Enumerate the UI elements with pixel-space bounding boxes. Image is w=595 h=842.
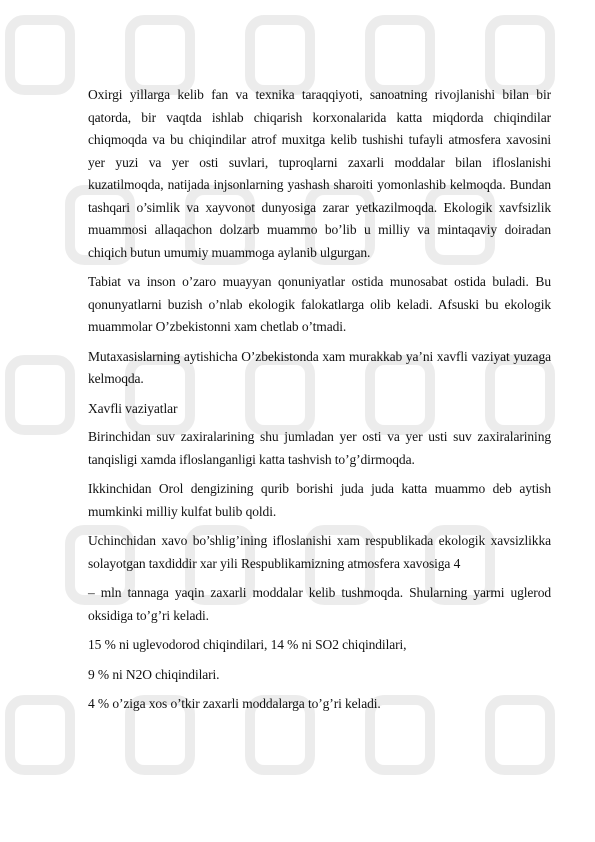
paragraph-first-water: Birinchidan suv zaxiralarining shu jumladan yer osti va yer usti suv zaxiralarining tanqisligi xamda ifloslanganligi katta tashvish to’g’dirmoqda. — [88, 429, 551, 467]
paragraph-emissions: – mln tannaga yaqin zaxarli moddalar kelib tushmoqda. Shularning yarmi uglerod oksidiga to’g’ri keladi. — [88, 585, 551, 623]
paragraph-toxic: 4 % o’ziga xos o’tkir zaxarli moddalarga to’g’ri keladi. — [88, 696, 381, 711]
paragraph-n2o: 9 % ni N2O chiqindilari. — [88, 666, 220, 682]
paragraph-third-air: Uchinchidan xavo bo’shlig’ining ifloslanishi xam respublikada ekologik xavsizlikka solayotgan taxdiddir xar yili Respublikamizning atmosfera xavosiga 4 — [88, 533, 551, 571]
paragraph-nature-and-human: Tabiat va inson o’zaro muayyan qonuniyatlar ostida munosabat ostida buladi. Bu qonunyatlarni buzish o’nlab ekologik falokatlarga olib keladi. Afsuski bu ekologik muammolar O’zbekistonni xam chetlab o’tmadi. — [88, 274, 551, 334]
paragraph-experts: Mutaxasislarning aytishicha O’zbekistonda xam murakkab ya’ni xavfli vaziyat yuzaga kelmoqda. — [88, 348, 551, 386]
document-body — [88, 84, 551, 723]
paragraph-hydrocarbons: 15 % ni uglevodorod chiqindilari, 14 % ni SO2 chiqindilari, — [88, 637, 407, 652]
paragraph-intro: Oxirgi yillarga kelib fan va texnika taraqqiyoti, sanoatning rivojlanishi bilan bir qatorda, bir vaqtda ishlab chiqarish korxonalarida katta miqdorda chiqindilar chiqmoqda va bu chiqindilar atrof muxitga kelib tushishi tufayli atmosfera xavosini yer yuzi va yer osti suvlari, tuproqlarni zaxarli moddalar bilan ifloslanishi kuzatilmoqda, natijada injsonlarning yashash sharoiti yomonlashib kelmoqda. Bundan tashqari o’simlik va xayvonot dunyosiga zarar yetkazilmoqda. Ekologik xavfsizlik muammosi allaqachon dolzarb muammo bo’lib u milliy va mintaqaviy doiradan chiqich butun umumiy muammoga aylanib ulgurgan. — [88, 87, 551, 260]
paragraph-second-aral: Ikkinchidan Orol dengizining qurib borishi juda juda katta muammo deb aytish mumkinki milliy kulfat bulib qoldi. — [88, 481, 551, 519]
section-heading-dangers: Xavfli vaziyatlar — [88, 400, 178, 416]
